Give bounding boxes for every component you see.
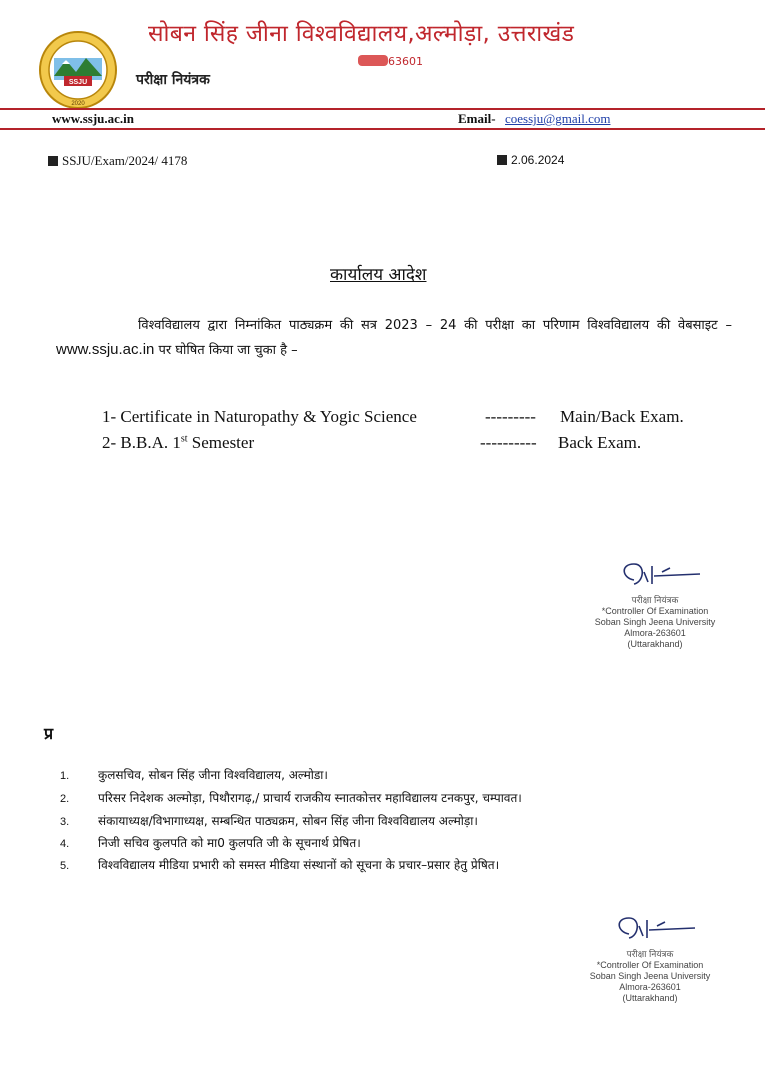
course-1-dashes: ---------	[485, 407, 536, 426]
course-1-exam: Main/Back Exam.	[560, 407, 684, 426]
office-name: परीक्षा नियंत्रक	[136, 72, 210, 88]
course-2-exam: Back Exam.	[558, 433, 642, 452]
email-link[interactable]: coessju@gmail.com	[505, 111, 611, 126]
university-name: सोबन सिंह जीना विश्वविद्यालय,अल्मोड़ा, उत्तराखंड	[148, 21, 575, 47]
header-rule-bottom	[0, 128, 765, 130]
course-1-label: 1- Certificate in Naturopathy & Yogic Science	[102, 407, 417, 426]
email-label: Email-	[458, 111, 496, 126]
pin-code: 63601	[358, 55, 423, 68]
course-2-dashes: ----------	[480, 433, 537, 452]
website-inline[interactable]: www.ssju.ac.in	[56, 341, 155, 358]
svg-text:2020: 2020	[71, 101, 85, 107]
order-title: कार्यालय आदेश	[330, 265, 427, 285]
university-logo	[36, 30, 120, 110]
signature-block-1: परीक्षा नियंत्रक *Controller Of Examination Soban Singh Jeena University Almora-263601 (Uttarakhand)	[565, 558, 745, 650]
signature-image	[595, 912, 705, 946]
header-rule-top	[0, 108, 765, 110]
svg-text:SSJU: SSJU	[68, 79, 88, 86]
order-paragraph: विश्वविद्यालय द्वारा निम्नांकित पाठ्यक्रम की सत्र 2023 – 24 की परीक्षा का परिणाम विश्वविद्यालय की वेबसाइट – www.ssju.ac.in पर घोषित किया जा चुका है –	[56, 318, 732, 358]
reference-number: SSJU/Exam/2024/ 4178	[48, 153, 187, 169]
signature-image	[600, 558, 710, 592]
course-2-label: 2- B.B.A. 1st Semester	[102, 433, 255, 452]
list-item: 2. परिसर निदेशक अल्मोड़ा, पिथौरागढ़,/ प्राचार्य राजकीय स्नातकोत्तर महाविद्यालय टनकपुर, चम्पावत।	[60, 791, 522, 805]
signature-block-2: परीक्षा नियंत्रक *Controller Of Examination Soban Singh Jeena University Almora-263601 (Uttarakhand)	[560, 912, 740, 1004]
list-item: 3. संकायाध्यक्ष/विभागाध्यक्ष, सम्बन्धित पाठ्यक्रम, सोबन सिंह जीना विश्वविद्यालय अल्मोड़ा।	[60, 814, 478, 828]
list-item: 5. विश्वविद्यालय मीडिया प्रभारी को समस्त मीडिया संस्थानों को सूचना के प्रचार–प्रसार हेतु प्रेषित।	[60, 858, 500, 872]
website-text[interactable]: www.ssju.ac.in	[52, 111, 134, 126]
ink-smudge	[358, 55, 388, 66]
copy-to-label: प्र	[44, 724, 54, 743]
document-date: 2.06.2024	[497, 153, 564, 167]
list-item: 4. निजी सचिव कुलपति को मा0 कुलपति जी के सूचनार्थ प्रेषित।	[60, 836, 361, 850]
patrank-mark-icon	[48, 156, 58, 166]
dinank-mark-icon	[497, 155, 507, 165]
list-item: 1. कुलसचिव, सोबन सिंह जीना विश्वविद्यालय, अल्मोडा।	[60, 768, 328, 782]
